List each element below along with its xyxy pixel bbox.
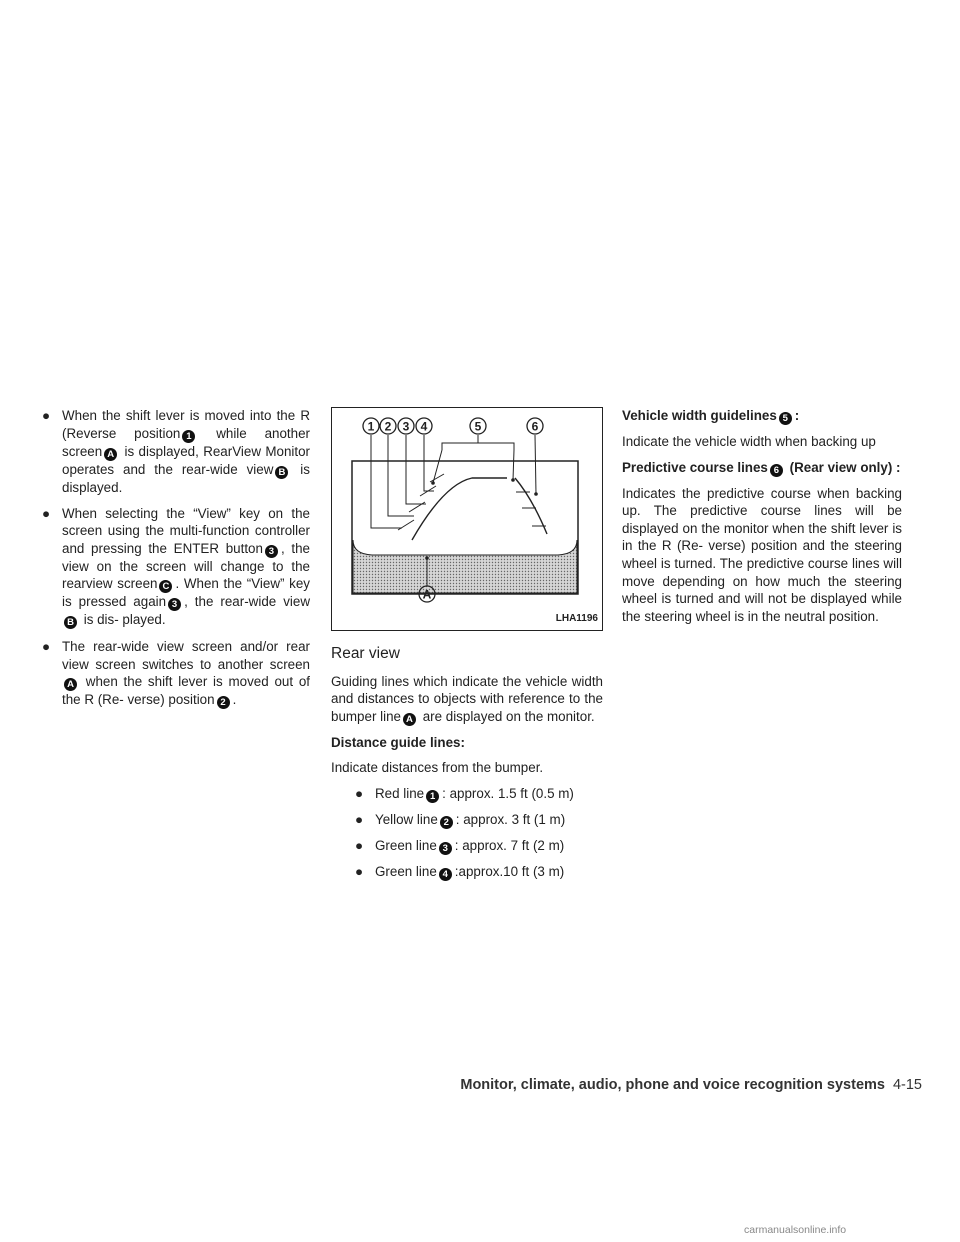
predictive-course-heading [622,459,902,477]
text-run: , the view on the screen will change to the rearview screen [62,540,310,592]
callout-circle: 3 [439,842,452,855]
callout-circle: B [275,466,288,479]
figure-number-1: 1 [367,419,375,434]
list-item [331,863,603,881]
figure-number-3: 3 [402,419,410,434]
text-run: are displayed on the monitor. [418,708,595,724]
list-item [331,837,603,855]
figure-number-5: 5 [474,419,482,434]
bullet-icon: ● [355,811,364,827]
callout-circle-6: 6 [770,464,783,477]
callout-5 [470,418,486,434]
text-run: is displayed. [62,461,310,495]
text-run: Guiding lines which indicate the vehicle width and distances to objects with reference to the bumper line [331,673,603,724]
bullet-icon: ● [42,408,51,423]
distance-guide-text: Indicate distances from the bumper. [331,760,544,776]
callout-circle: A [104,448,117,461]
vehicle-width-heading-suffix: : [794,408,800,423]
line-label: Red line [375,785,425,801]
middle-column [331,407,603,889]
figure-code: LHA1196 [555,613,598,625]
list-item [331,785,603,803]
right-column [622,407,902,633]
distance-value: : approx. 1.5 ft (0.5 m) [442,785,574,801]
callout-3 [398,418,414,434]
vehicle-width-heading-label: Vehicle width guidelines [622,408,777,423]
distance-value: :approx.10 ft (3 m) [454,863,565,879]
page-number: 4-15 [892,1077,922,1093]
callout-circle: 2 [440,816,453,829]
text-run: The rear-wide view screen and/or rear view screen switches to another screen [62,638,310,672]
text-run: while another screen [62,425,310,459]
bullet-icon: ● [355,837,364,853]
bullet-icon: ● [42,638,51,654]
callout-6 [527,418,543,434]
bullet-item [42,505,310,630]
bullet-icon: ● [355,785,364,801]
rear-view-figure [331,407,603,631]
vehicle-width-heading [622,407,902,425]
line-label: Green line [375,837,437,853]
callout-1 [363,418,379,434]
figure-number-4: 4 [420,419,428,434]
callout-4 [416,418,432,434]
callout-circle: 1 [426,790,439,803]
line-label: Yellow line [375,811,438,827]
callout-circle: 3 [168,598,181,611]
bullet-item [42,638,310,709]
text-run: . [232,692,237,708]
distance-value: : approx. 3 ft (1 m) [455,811,566,827]
list-item [331,811,603,829]
figure-number-6: 6 [531,419,539,434]
text-run: When the shift lever is moved into the R (Reverse position [62,408,310,441]
distance-list [331,785,603,881]
text-run: is displayed, RearView Monitor operates and the rear-wide view [62,443,310,477]
callout-circle: B [64,616,77,629]
text-run: , the rear-wide view [184,594,310,610]
distance-guide-heading: Distance guide lines: [331,734,465,750]
page-footer [425,1077,922,1093]
callout-circle: 4 [439,868,452,881]
callout-circle-5: 5 [779,412,792,425]
callout-circle: A [64,678,77,691]
figure-letter-a: A [422,587,432,602]
rear-view-intro [331,673,603,726]
predictive-course-heading-label: Predictive course lines [622,459,768,475]
bullet-icon: ● [42,505,51,521]
bullet-item [42,407,310,496]
text-run: . When the “View” key is pressed again [62,576,310,610]
callout-circle: 2 [217,696,230,709]
predictive-course-heading-suffix: (Rear view only) : [785,459,901,475]
rear-view-heading: Rear view [331,645,400,662]
left-column [42,407,310,718]
figure-number-2: 2 [384,419,392,434]
callout-circle: 3 [265,545,278,558]
bullet-icon: ● [355,863,364,879]
distance-value: : approx. 7 ft (2 m) [454,837,565,853]
predictive-course-text: Indicates the predictive course when backing up. The predictive course lines will be displayed on the monitor when the shift lever is in the R (Re- verse) position and the steering wheel is turned. The predictive course lines will move depending on how much the steering wheel is turned and will not be displayed while the steering wheel is in the neutral position. [622,485,902,624]
text-run: is dis- played. [80,612,166,628]
text-run: when the shift lever is moved out of the R (Re- verse) position [62,674,310,708]
callout-circle: 1 [182,430,195,443]
callout-circle: A [403,713,416,726]
rear-view-diagram [332,408,602,630]
vehicle-width-text: Indicate the vehicle width when backing up [622,434,876,449]
watermark: carmanualsonline.info [744,1224,847,1236]
callout-circle: C [159,580,172,593]
footer-section-title: Monitor, climate, audio, phone and voice recognition systems [460,1077,885,1093]
line-label: Green line [375,863,437,879]
callout-2 [380,418,396,434]
text-run: When selecting the “View” key on the screen using the multi-function controller and pressing the ENTER button [62,505,310,556]
